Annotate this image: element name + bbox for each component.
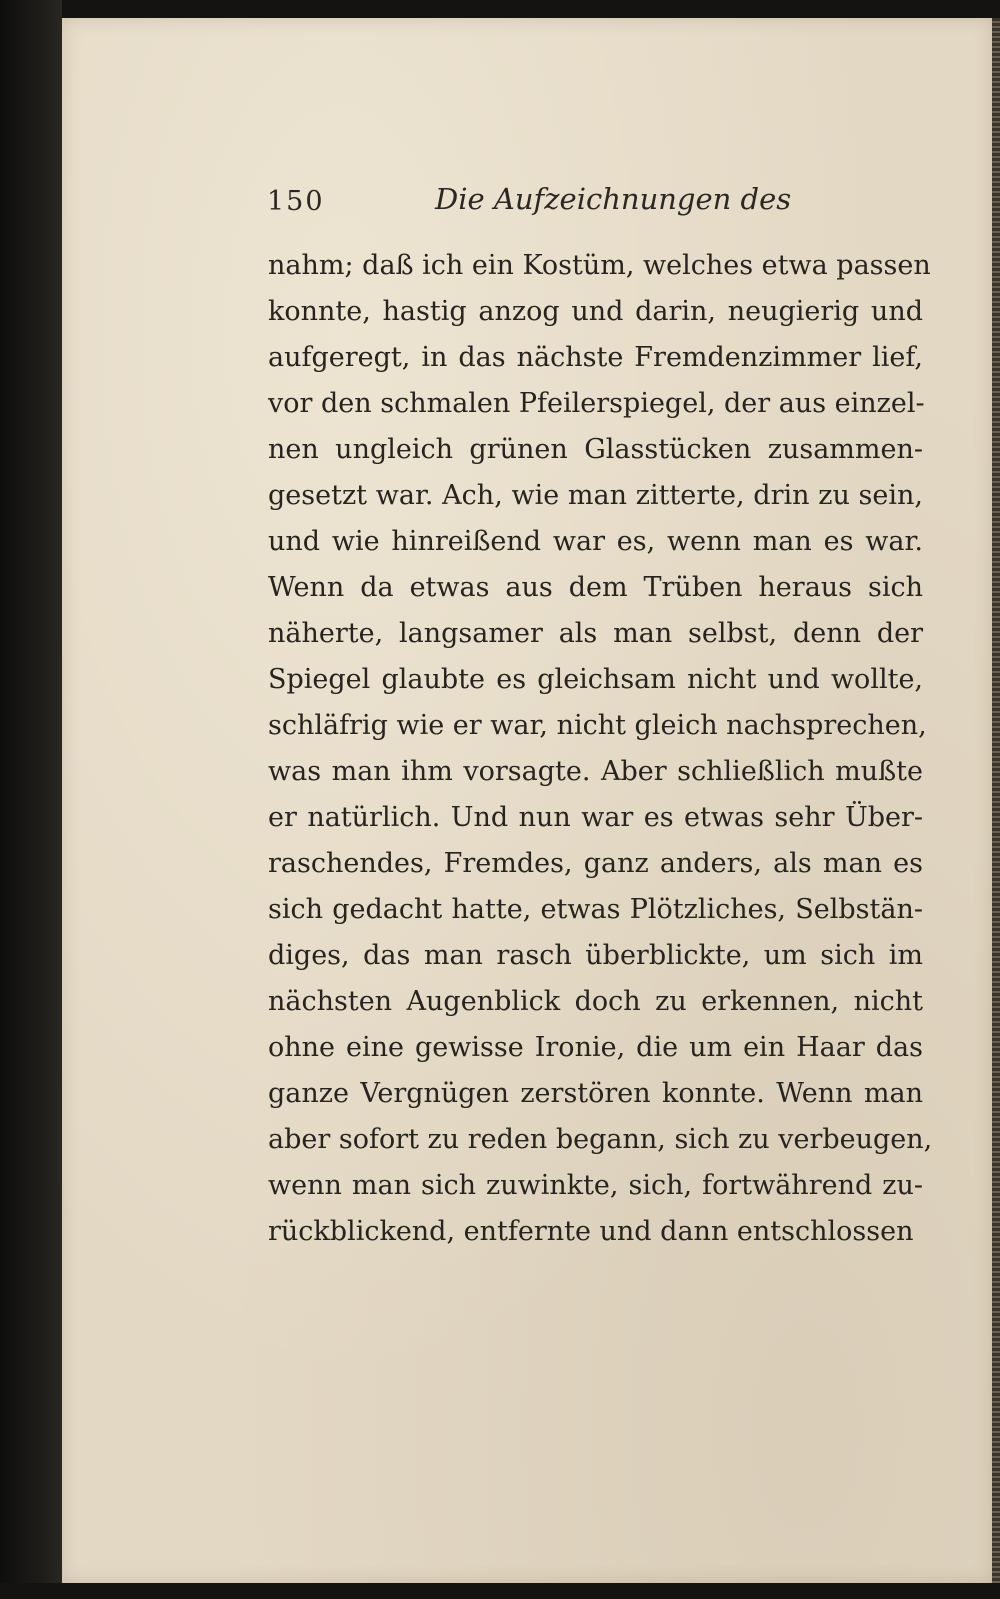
text-line: vor den schmalen Pfeilerspiegel, der aus einzel- [268,388,925,419]
text-line: ohne eine gewisse Ironie, die um ein Haar das [268,1032,923,1063]
text-line: Spiegel glaubte es gleichsam nicht und wollte, [268,664,923,695]
top-edge [0,0,1000,20]
text-line: konnte, hastig anzog und darin, neugierig und [268,296,923,327]
text-line: näherte, langsamer als man selbst, denn der [268,618,923,649]
text-line: wenn man sich zuwinkte, sich, fortwährend zu- [268,1170,923,1201]
page-number: 150 [267,186,325,217]
text-line: sich gedacht hatte, etwas Plötzliches, Selbstän- [268,894,923,925]
bottom-edge [0,1583,1000,1599]
running-head-title: Die Aufzeichnungen des [435,182,792,216]
body-text [268,243,933,1255]
text-line: nen ungleich grünen Glasstücken zusammen- [268,434,923,465]
text-line: was man ihm vorsagte. Aber schließlich mußte [268,756,923,787]
text-line: diges, das man rasch überblickte, um sich im [268,940,923,971]
text-line: nächsten Augenblick doch zu erkennen, nicht [268,986,923,1017]
text-line: raschendes, Fremdes, ganz anders, als man es [268,848,923,879]
text-line: und wie hinreißend war es, wenn man es war. [268,526,923,557]
text-line: aber sofort zu reden begann, sich zu verbeugen, [268,1124,933,1155]
text-line: gesetzt war. Ach, wie man zitterte, drin zu sein, [268,480,923,511]
text-line: er natürlich. Und nun war es etwas sehr Über- [268,802,923,833]
book-spine [0,0,62,1599]
running-header [205,180,905,224]
text-line: rückblickend, entfernte und dann entschlossen [268,1216,914,1247]
text-line: Wenn da etwas aus dem Trüben heraus sich [268,572,923,603]
text-line: ganze Vergnügen zerstören konnte. Wenn man [268,1078,923,1109]
page-edge [992,18,1000,1583]
text-line: schläfrig wie er war, nicht gleich nachsprechen, [268,710,927,741]
text-line: aufgeregt, in das nächste Fremdenzimmer lief, [268,342,923,373]
text-line: nahm; daß ich ein Kostüm, welches etwa passen [268,250,931,281]
